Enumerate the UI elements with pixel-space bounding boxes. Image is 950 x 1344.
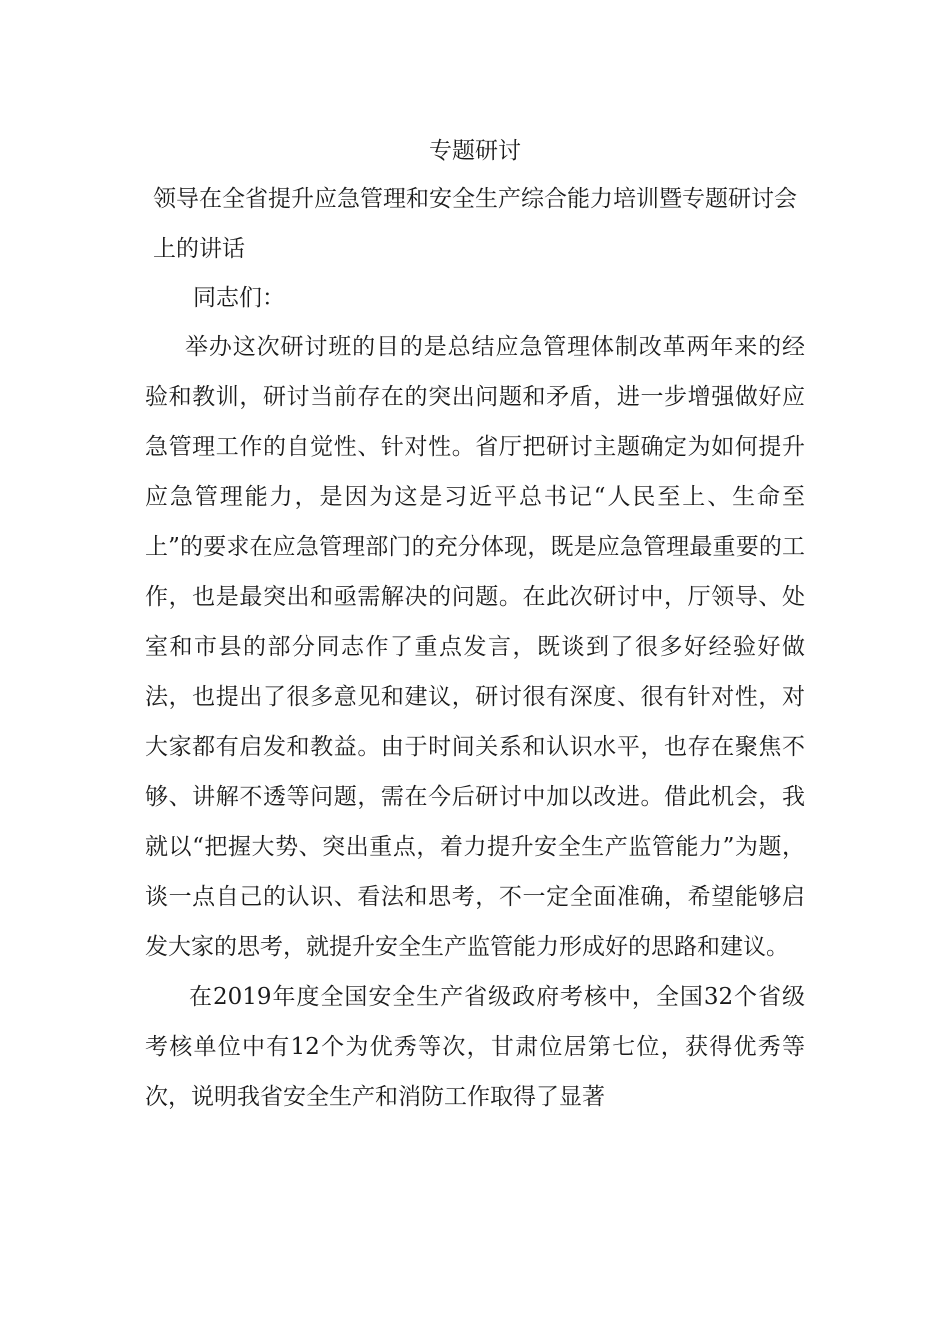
document-body (145, 128, 805, 1122)
paragraph-1: 举办这次研讨班的目的是总结应急管理体制改革两年来的经验和教训，研讨当前存在的突出问题和矛盾，进一步增强做好应急管理工作的自觉性、针对性。省厅把研讨主题确定为如何提升应急管理能力，是因为这是习近平总书记“人民至上、生命至上”的要求在应急管理部门的充分体现，既是应急管理最重要的工作，也是最突出和亟需解决的问题。在此次研讨中，厅领导、处室和市县的部分同志作了重点发言，既谈到了很多好经验好做法，也提出了很多意见和建议，研讨很有深度、很有针对性，对大家都有启发和教益。由于时间关系和认识水平，也存在聚焦不够、讲解不透等问题，需在今后研讨中加以改进。借此机会，我就以“把握大势、突出重点，着力提升安全生产监管能力”为题，谈一点自己的认识、看法和思考，不一定全面准确，希望能够启发大家的思考，就提升安全生产监管能力形成好的思路和建议。 (145, 334, 805, 960)
paragraph-2: 在2019年度全国安全生产省级政府考核中，全国32个省级考核单位中有12个为优秀等次，甘肃位居第七位，获得优秀等次，说明我省安全生产和消防工作取得了显著 (145, 984, 805, 1110)
document-subtitle: 领导在全省提升应急管理和安全生产综合能力培训暨专题研讨会上的讲话 (153, 186, 797, 262)
salutation: 同志们： (193, 285, 285, 311)
document-title: 专题研讨 (429, 138, 521, 164)
